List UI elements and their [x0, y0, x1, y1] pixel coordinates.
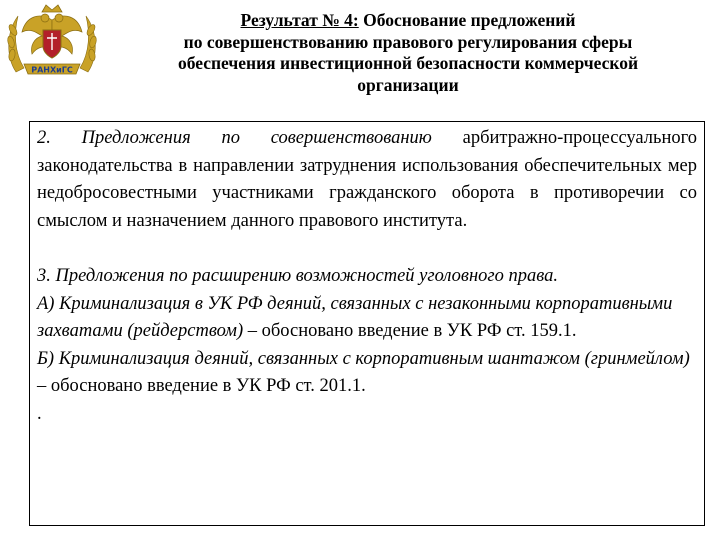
title-line3: обеспечения инвестиционной безопасности коммерческой: [177, 53, 639, 73]
proposal-2-text: арбитражно-процессуального законодательства в направлении затруднения использования обеспечительных мер недобросовестными участниками гражданского оборота в противоречии со смыслом и назначением данного правового института.: [37, 128, 697, 231]
proposal-3b-italic: Б) Криминализация деяний, связанных с корпоративным шантажом (гринмейлом): [37, 348, 690, 369]
title-line2: по совершенствованию правового регулирования сферы: [183, 31, 633, 52]
slide-title: [108, 10, 708, 96]
content-box: [29, 121, 705, 526]
proposal-2-paragraph: [37, 125, 697, 235]
proposal-3-heading: 3. Предложения по расширению возможностей уголовного права.: [37, 266, 559, 286]
title-line4: организации: [357, 74, 459, 95]
ranepa-emblem-logo: [2, 2, 102, 86]
title-line1: Обоснование предложений: [358, 10, 576, 30]
proposal-3a-text: – обосновано введение в УК РФ ст. 159.1.: [243, 321, 577, 341]
proposal-3-paragraph: [37, 263, 697, 428]
logo-text: РАНХиГС: [31, 65, 73, 75]
proposal-3b-text: – обосновано введение в УК РФ ст. 201.1.: [37, 376, 366, 396]
result-number: Результат № 4:: [240, 10, 359, 30]
proposal-2-lead: 2. Предложения по совершенствованию: [37, 128, 432, 148]
proposal-3a-italic: А) Криминализация в УК РФ деяний, связанных с незаконными корпоративными захватами (рейдерством): [37, 293, 673, 341]
end-mark: .: [37, 403, 42, 424]
crown-icon: [42, 5, 62, 12]
